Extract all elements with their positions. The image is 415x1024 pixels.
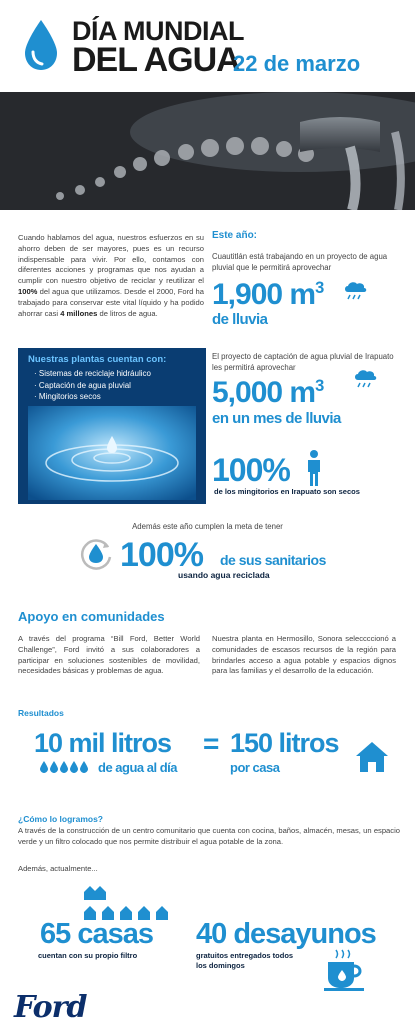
list-item: · Captación de agua pluvial <box>34 380 151 392</box>
community-left-text: A través del programa “Bill Ford, Better World Challenge”, Ford invitó a sus colaboradores a participar en soluciones sostenibles de movilidad, necesidades básicas y problemas de agua. <box>18 634 200 676</box>
water-ripple-image <box>28 406 196 500</box>
results-heading: Resultados <box>18 708 64 718</box>
equals-sign: = <box>203 728 219 759</box>
rain-cloud-icon <box>342 280 368 302</box>
rain-cloud-icon <box>352 368 378 390</box>
stat-100-urinals: 100% <box>212 452 290 488</box>
breakfasts-label-1: gratuitos entregados todos <box>196 951 294 960</box>
recycle-drop-icon <box>78 535 114 571</box>
title-line1: DÍA MUNDIAL <box>72 16 244 46</box>
also-text: Además, actualmente... <box>18 864 98 873</box>
breakfasts-label-2: los domingos <box>196 961 245 970</box>
house-icon <box>354 740 390 774</box>
houses-label: cuentan con su propio filtro <box>38 951 138 960</box>
results-right-value: 150 litros <box>230 728 339 758</box>
results-right-label: por casa <box>230 760 280 775</box>
community-right-text: Nuestra planta en Hermosillo, Sonora seleccccionó a comunidades de escasos recursos de la región para brindarles acceso a agua potable y espacios dignos para las familias y el desarrollo de la educación. <box>212 634 396 676</box>
water-drop-icon <box>22 18 60 72</box>
goal-value: 100% <box>120 536 203 574</box>
water-drops-icon <box>40 760 96 774</box>
stat-1900-label: de lluvia <box>212 311 268 328</box>
results-left-value: 10 mil litros <box>34 728 172 758</box>
person-icon <box>306 450 322 486</box>
this-year-heading: Este año: <box>212 230 258 241</box>
goal-label: de sus sanitarios <box>220 552 326 568</box>
goal-sublabel: usando agua reciclada <box>178 570 270 580</box>
plants-list <box>34 368 151 403</box>
list-item: · Mingitorios secos <box>34 391 151 403</box>
community-heading: Apoyo en comunidades <box>18 609 165 624</box>
date: 22 de marzo <box>233 51 361 76</box>
goal-intro: Además este año cumplen la meta de tener <box>132 522 283 531</box>
cuautitlan-text: Cuautitlán está trabajando en un proyecto de agua pluvial que le permitirá aprovechar <box>212 252 388 272</box>
title-line2: DEL AGUA <box>72 41 240 79</box>
intro-paragraph: Cuando hablamos del agua, nuestros esfuerzos en su ahorro deben de ser mayores, pues es un recurso indispensable para vivir. Por ello, contamos con diferentes acciones y programas que nos ayudan a cumplir con nuestro objetivo de reciclar y reutilizar el 100% del agua que utilizamos. Desde el 2000, Ford ha trabajado para conservar este vital líquido y ha podido ahorrar casi 4 millones de litros de agua. <box>18 233 204 318</box>
stat-1900: 1,900 $m^3$ <box>212 278 324 311</box>
ford-logo: Ford <box>14 990 87 1024</box>
stat-5000-label: en un mes de lluvia <box>212 410 341 427</box>
plants-title: Nuestras plantas cuentan con: <box>28 354 167 365</box>
how-text: A través de la construcción de un centro comunitario que cuenta con cocina, baños, almacén, mesas, un espacio verde y un filtro colocado que nos permite distribuir el agua potable de la zona. <box>18 826 400 846</box>
irapuato-text: El proyecto de captación de agua pluvial de Irapuato les permitirá aprovechar <box>212 352 394 372</box>
houses-value: 65 casas <box>40 918 153 950</box>
breakfasts-value: 40 desayunos <box>196 918 376 950</box>
hero-water-image <box>0 92 415 210</box>
list-item: · Sistemas de reciclaje hidráulico <box>34 368 151 380</box>
header <box>0 0 415 92</box>
stat-5000: 5,000 $m^3$ <box>212 376 324 409</box>
plants-box <box>18 348 206 504</box>
water-stream-illustration <box>0 92 415 210</box>
coffee-cup-icon <box>322 948 368 992</box>
how-heading: ¿Cómo lo logramos? <box>18 814 103 824</box>
stat-100-urinals-label: de los mingitorios en Irapuato son secos <box>214 487 360 496</box>
results-left-label: de agua al día <box>98 760 177 775</box>
